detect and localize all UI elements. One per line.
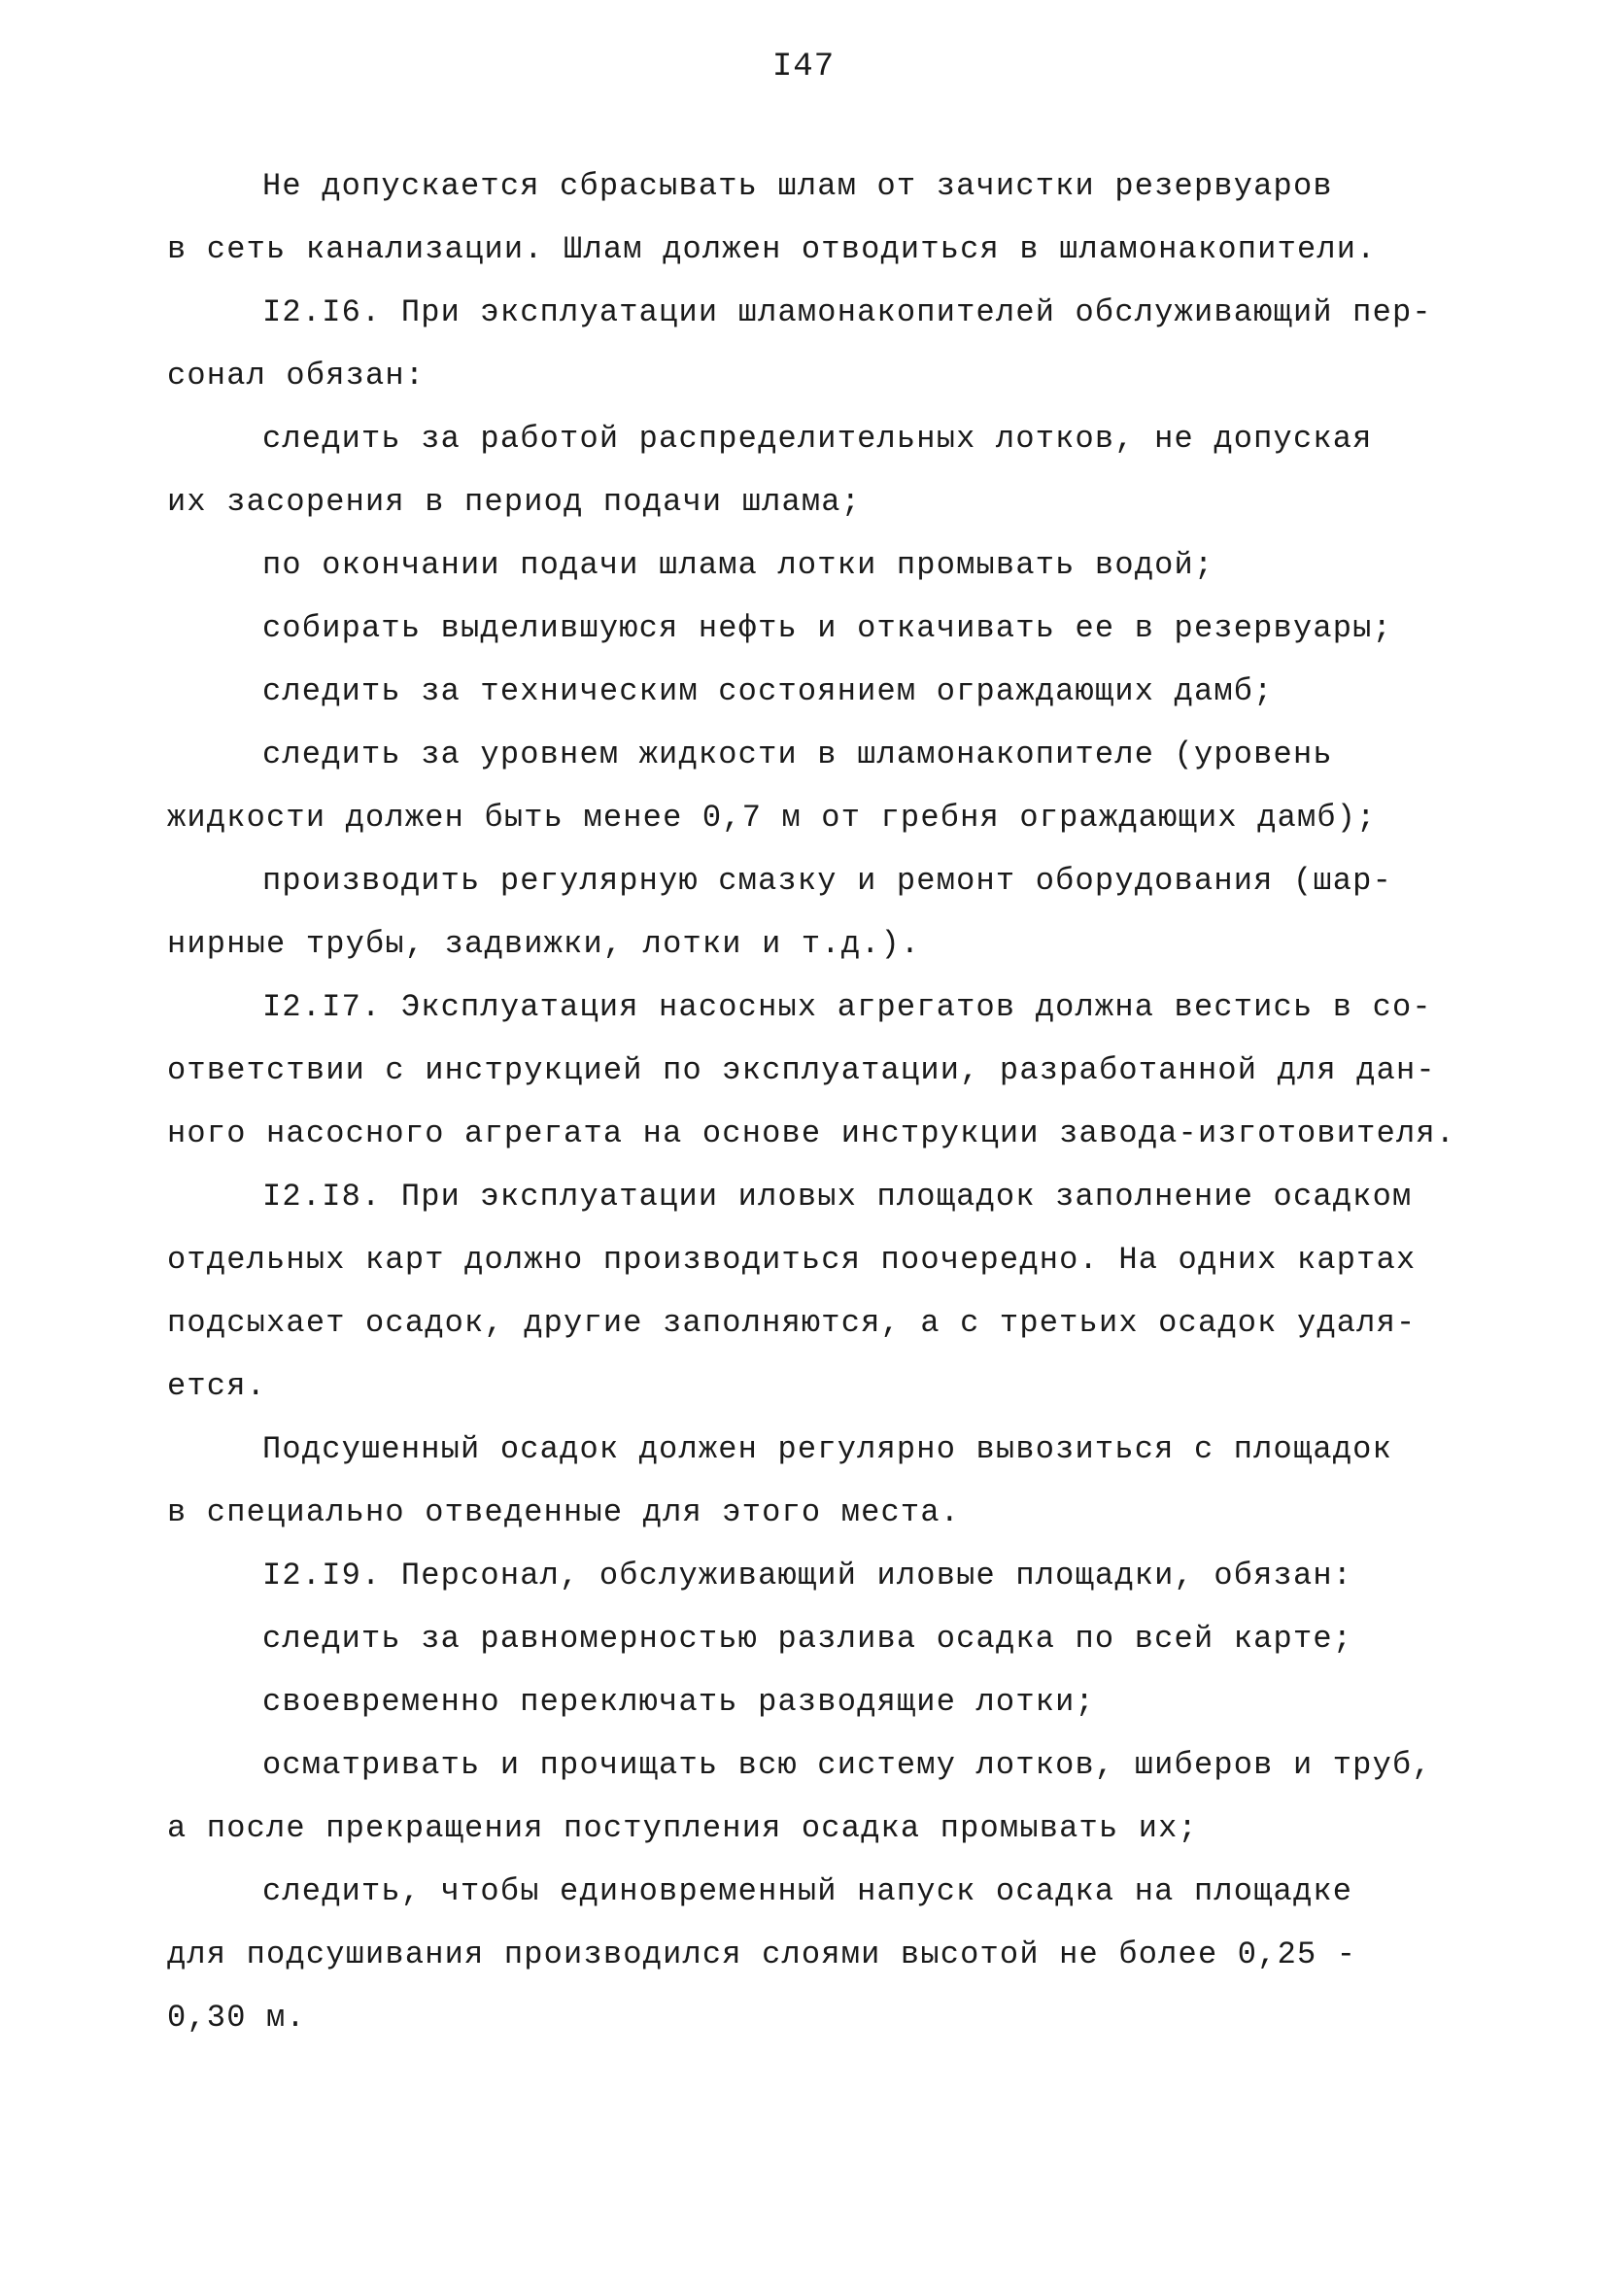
text-line: следить за работой распределительных лотков, не допуская [262, 421, 1373, 457]
text-line: для подсушивания производился слоями высотой не более 0,25 - [167, 1936, 1357, 1972]
section-12-18-heading-line: I2.I8. При эксплуатации иловых площадок заполнение осадком [262, 1179, 1413, 1215]
text-line: их засорения в период подачи шлама; [167, 484, 862, 520]
text-line: собирать выделившуюся нефть и откачивать ее в резервуары; [262, 610, 1392, 646]
text-line: следить за равномерностью разлива осадка по всей карте; [262, 1621, 1353, 1657]
text-line: жидкости должен быть менее 0,7 м от гребня ограждающих дамб); [167, 800, 1377, 836]
text-line: следить, чтобы единовременный напуск осадка на площадке [262, 1873, 1353, 1909]
text-line: осматривать и прочищать всю систему лотков, шиберов и труб, [262, 1747, 1432, 1783]
text-line: 0,30 м. [167, 2000, 306, 2036]
text-line: сонал обязан: [167, 358, 426, 394]
text-line: в сеть канализации. Шлам должен отводиться в шламонакопители. [167, 231, 1377, 267]
text-line: производить регулярную смазку и ремонт оборудования (шар- [262, 863, 1392, 899]
text-line: ответствии с инструкцией по эксплуатации, разработанной для дан- [167, 1052, 1436, 1088]
page-number: I47 [771, 49, 836, 86]
section-12-19-heading-line: I2.I9. Персонал, обслуживающий иловые площадки, обязан: [262, 1558, 1353, 1593]
text-line: ется. [167, 1368, 267, 1404]
text-line: следить за техническим состоянием ограждающих дамб; [262, 673, 1274, 709]
text-line: отдельных карт должно производиться поочередно. На одних картах [167, 1242, 1417, 1278]
text-line: подсыхает осадок, другие заполняются, а с третьих осадок удаля- [167, 1305, 1417, 1341]
text-line: нирные трубы, задвижки, лотки и т.д.). [167, 926, 921, 962]
text-line: ного насосного агрегата на основе инструкции завода-изготовителя. [167, 1115, 1456, 1151]
text-line: своевременно переключать разводящие лотки; [262, 1684, 1095, 1720]
text-line: Не допускается сбрасывать шлам от зачистки резервуаров [262, 168, 1333, 204]
section-12-17-heading-line: I2.I7. Эксплуатация насосных агрегатов должна вестись в со- [262, 989, 1432, 1025]
text-line: в специально отведенные для этого места. [167, 1494, 961, 1530]
text-line: Подсушенный осадок должен регулярно вывозиться с площадок [262, 1431, 1392, 1467]
text-line: а после прекращения поступления осадка промывать их; [167, 1810, 1198, 1846]
text-line: по окончании подачи шлама лотки промывать водой; [262, 547, 1214, 583]
section-12-16-heading-line: I2.I6. При эксплуатации шламонакопителей обслуживающий пер- [262, 294, 1432, 330]
text-line: следить за уровнем жидкости в шламонакопителе (уровень [262, 737, 1333, 772]
